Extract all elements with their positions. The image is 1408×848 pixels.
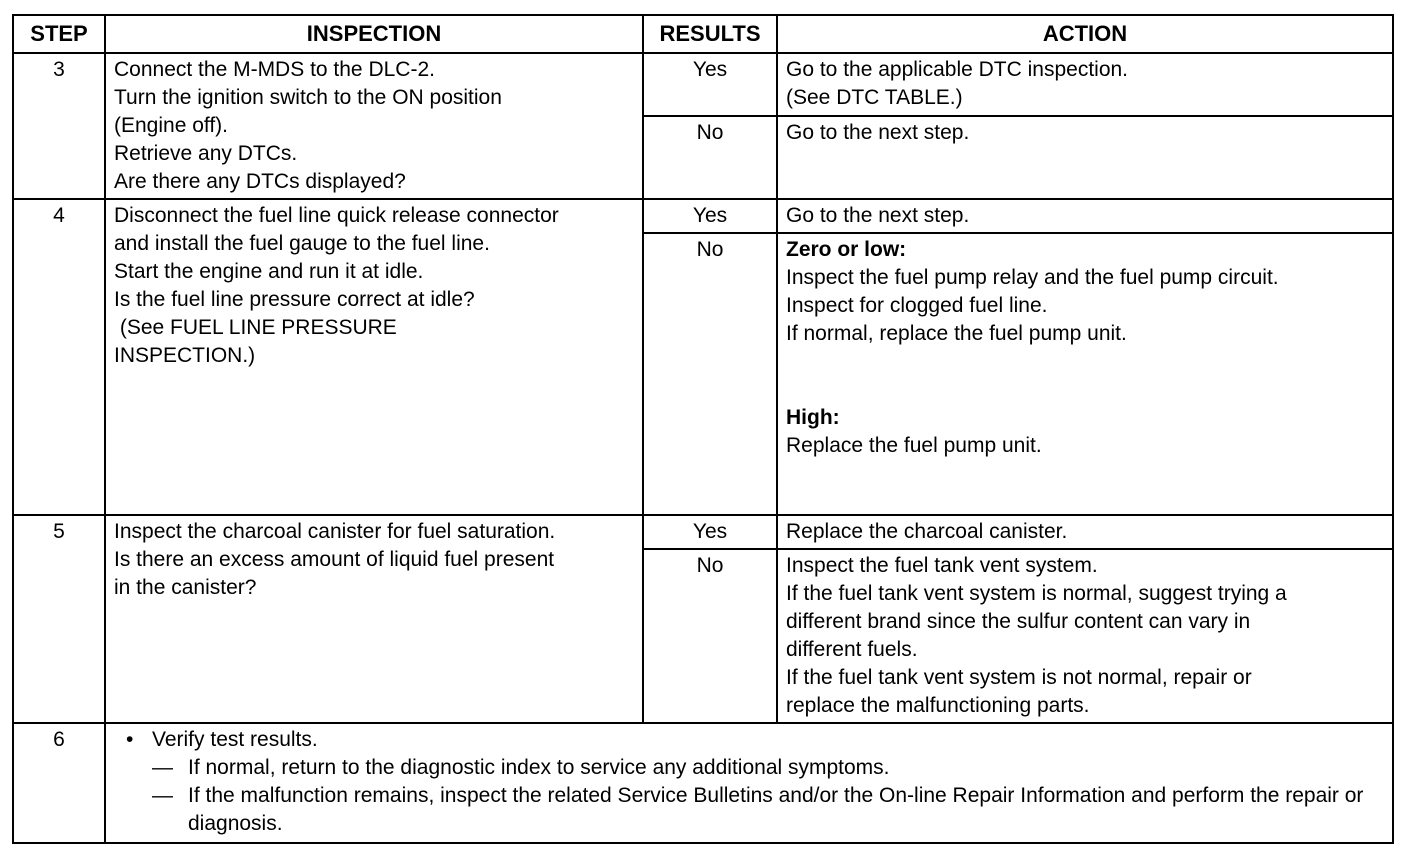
step-4-action-no [777,233,1393,515]
inspection-line: (See FUEL LINE PRESSURE [114,316,397,339]
action-line: replace the malfunctioning parts. [786,694,1090,717]
action-line: (See DTC TABLE.) [786,86,963,109]
spacer [786,348,1386,404]
header-step: STEP [13,15,105,53]
inspection-line: Start the engine and run it at idle. [114,260,424,283]
diagnostic-table [12,14,1394,844]
step-5-action-yes [777,515,1393,549]
step-3-number: 3 [13,53,105,199]
action-line: different fuels. [786,638,918,661]
step-3-row-yes [13,53,1393,116]
step-5-inspection [105,515,643,723]
action-line: different brand since the sulfur content can vary in [786,610,1251,633]
verify-bullet-text: Verify test results. [152,728,318,751]
inspection-line: Retrieve any DTCs. [114,142,298,165]
step-5-row-yes [13,515,1393,549]
inspection-line: Connect the M-MDS to the DLC-2. [114,58,435,81]
inspection-line: Disconnect the fuel line quick release connector [114,204,559,227]
step-3-inspection [105,53,643,199]
action-line: Inspect the fuel pump relay and the fuel pump circuit. [786,266,1279,289]
verify-bullet [114,726,1386,838]
header-inspection: INSPECTION [105,15,643,53]
verify-sublist [152,754,1386,838]
step-4-action-yes [777,199,1393,233]
action-line: If normal, replace the fuel pump unit. [786,322,1127,345]
inspection-line: Is the fuel line pressure correct at idle? [114,288,475,311]
inspection-line: INSPECTION.) [114,344,256,367]
inspection-line: Are there any DTCs displayed? [114,170,406,193]
action-line: Inspect for clogged fuel line. [786,294,1048,317]
action-line: If the fuel tank vent system is not normal, repair or [786,666,1252,689]
step-5-action-no [777,549,1393,723]
action-line: Inspect the fuel tank vent system. [786,554,1098,577]
action-line: Replace the fuel pump unit. [786,434,1042,457]
zero-low-heading: Zero or low: [786,238,907,261]
step-3-result-no: No [643,116,777,199]
header-row [13,15,1393,53]
inspection-line: Inspect the charcoal canister for fuel saturation. [114,520,556,543]
step-4-result-yes: Yes [643,199,777,233]
action-line: Go to the applicable DTC inspection. [786,58,1129,81]
step-6-number: 6 [13,723,105,843]
step-6-row [13,723,1393,843]
step-4-result-no: No [643,233,777,515]
step-5-result-yes: Yes [643,515,777,549]
step-3-action-yes [777,53,1393,116]
inspection-line: Turn the ignition switch to the ON position [114,86,502,109]
action-line: If the fuel tank vent system is normal, suggest trying a [786,582,1287,605]
inspection-line: in the canister? [114,576,257,599]
step-3-action-no [777,116,1393,199]
action-line: Go to the next step. [786,204,970,227]
header-results: RESULTS [643,15,777,53]
diagnostic-procedure-page [12,14,1392,840]
step-3-result-yes: Yes [643,53,777,116]
step-4-inspection [105,199,643,515]
inspection-line: (Engine off). [114,114,229,137]
step-6-content [105,723,1393,843]
verify-list [114,726,1386,838]
action-line: Go to the next step. [786,120,970,144]
step-4-number: 4 [13,199,105,515]
inspection-line: Is there an excess amount of liquid fuel present [114,548,555,571]
high-heading: High: [786,406,840,429]
header-action: ACTION [777,15,1393,53]
inspection-line: and install the fuel gauge to the fuel line. [114,232,490,255]
action-line: Replace the charcoal canister. [786,520,1068,543]
step-4-row-yes [13,199,1393,233]
verify-subitem: — If the malfunction remains, inspect the related Service Bulletins and/or the On-line Repair Information and perform the repair or diagnosis. [152,782,1386,838]
step-5-result-no: No [643,549,777,723]
step-5-number: 5 [13,515,105,723]
verify-subitem: — If normal, return to the diagnostic index to service any additional symptoms. [152,754,1386,782]
